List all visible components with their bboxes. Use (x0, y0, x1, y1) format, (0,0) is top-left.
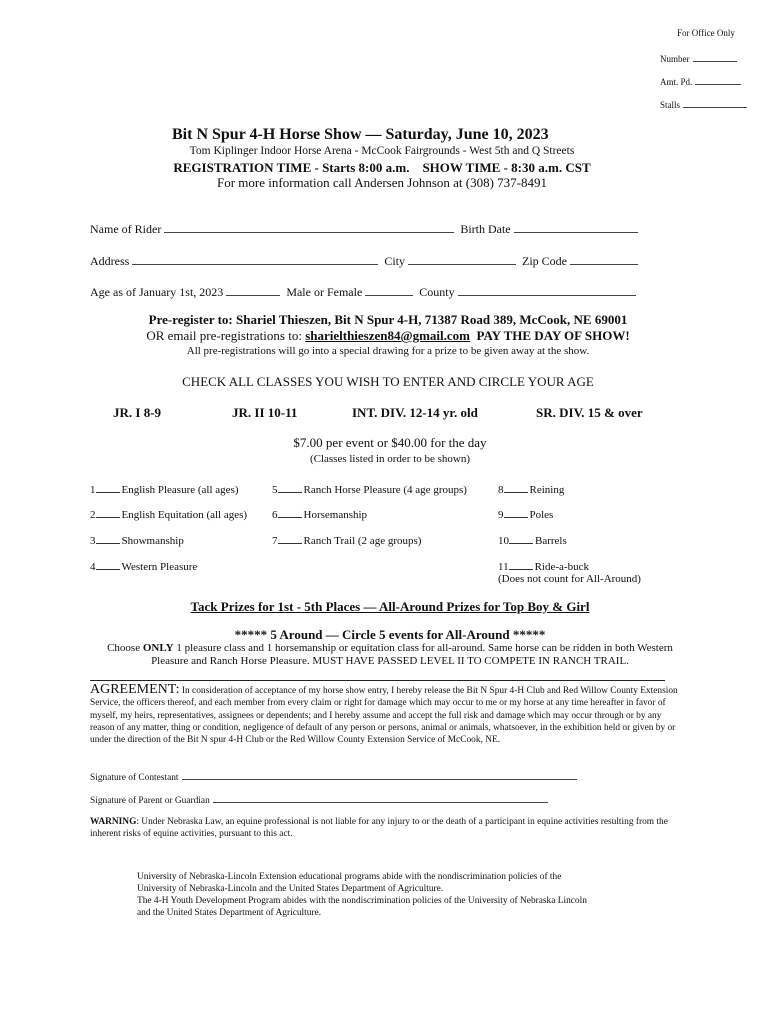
class-item[interactable]: 7 Ranch Trail (2 age groups) (272, 535, 422, 547)
contestant-signature-field[interactable] (90, 771, 580, 783)
divider (90, 680, 665, 681)
footer-line: University of Nebraska-Lincoln and the United States Department of Agriculture. (137, 884, 444, 894)
footer-line: The 4-H Youth Development Program abides with the nondiscrimination policies of the University of Nebraska Lincoln (137, 896, 587, 906)
email-link[interactable]: sharielthieszen84@gmail.com (305, 328, 471, 343)
class-item[interactable]: 11 Ride-a-buck (498, 561, 589, 573)
office-title: For Office Only (677, 28, 735, 38)
agreement (90, 684, 680, 746)
pay-note: PAY THE DAY OF SHOW! (476, 328, 630, 343)
address-input[interactable] (132, 254, 378, 265)
class-item[interactable]: 1 English Pleasure (all ages) (90, 484, 239, 496)
classes-note: (Classes listed in order to be shown) (309, 453, 471, 465)
name-input[interactable] (164, 222, 454, 233)
footer-line: and the United States Department of Agriculture. (137, 908, 322, 918)
age-group-sr[interactable]: SR. DIV. 15 & over (536, 405, 643, 420)
birth-date-input[interactable] (514, 222, 638, 233)
office-stalls-field[interactable] (660, 99, 750, 110)
class-item[interactable]: 3 Showmanship (90, 535, 184, 547)
fee-info: $7.00 per event or $40.00 for the day (293, 435, 487, 450)
office-stalls-label: Stalls (660, 100, 681, 110)
footer-disclaimer (137, 871, 697, 919)
class-item[interactable]: 9 Poles (498, 509, 554, 521)
class-item[interactable]: 6 Horsemanship (272, 509, 368, 521)
address-row (90, 254, 641, 267)
warning-text: : Under Nebraska Law, an equine professional is not liable for any injury to or the death of a participant in equine activities resulting from the inherent risks of equine activities, pursuant to this act. (90, 817, 668, 840)
check-heading: CHECK ALL CLASSES YOU WISH TO ENTER AND CIRCLE YOUR AGE (182, 374, 594, 389)
all-around-rules-1: Choose ONLY 1 pleasure class and 1 horsemanship or equitation class for all-around. Same horse can be ridden in both Western (107, 642, 673, 654)
class-item[interactable]: 4 Western Pleasure (90, 561, 198, 573)
age-label: Age as of January 1st, 2023 (90, 285, 224, 299)
age-row (90, 285, 639, 298)
age-group-int[interactable]: INT. DIV. 12-14 yr. old (352, 405, 478, 420)
prizes-heading: Tack Prizes for 1st - 5th Places — All-Around Prizes for Top Boy & Girl (190, 599, 590, 614)
class-item[interactable]: 10 Barrels (498, 535, 567, 547)
age-group-jr2[interactable]: JR. II 10-11 (232, 405, 298, 420)
rider-row (90, 222, 641, 235)
warning-label: WARNING (90, 817, 137, 827)
class-item[interactable]: 2 English Equitation (all ages) (90, 509, 248, 521)
preregister-email-line (6, 329, 770, 342)
office-amt-field[interactable] (660, 76, 744, 87)
class-item[interactable]: 8 Reining (498, 484, 565, 496)
email-prefix: OR email pre-registrations to: (146, 328, 302, 343)
office-number-label: Number (660, 54, 690, 64)
address-label: Address (90, 254, 130, 268)
county-label: County (419, 285, 455, 299)
office-number-field[interactable] (660, 53, 740, 64)
class-item[interactable]: 5 Ranch Horse Pleasure (4 age groups) (272, 484, 467, 496)
preregister-address: Pre-register to: Shariel Thieszen, Bit N Spur 4-H, 71387 Road 389, McCook, NE 69001 (148, 312, 628, 327)
city-label: City (384, 254, 405, 268)
all-around-heading: ***** 5 Around — Circle 5 events for All-Around ***** (234, 627, 546, 642)
gender-label: Male or Female (286, 285, 363, 299)
all-around-rules-2: Pleasure and Ranch Horse Pleasure. MUST HAVE PASSED LEVEL II TO COMPETE IN RANCH TRAIL. (151, 655, 629, 667)
page-title: Bit N Spur 4-H Horse Show — Saturday, June 10, 2023 (172, 126, 549, 143)
gender-input[interactable] (365, 285, 413, 296)
contestant-signature-label: Signature of Contestant (90, 773, 179, 783)
zip-input[interactable] (570, 254, 638, 265)
birth-date-label: Birth Date (460, 222, 511, 236)
office-amt-label: Amt. Pd. (660, 77, 693, 87)
county-input[interactable] (458, 285, 636, 296)
city-input[interactable] (408, 254, 516, 265)
footer-line: University of Nebraska-Lincoln Extension educational programs abide with the nondiscrimination policies of the (137, 872, 562, 882)
guardian-signature-field[interactable] (90, 794, 551, 806)
age-input[interactable] (226, 285, 280, 296)
agreement-label: AGREEMENT: (90, 682, 180, 697)
warning (90, 816, 690, 841)
guardian-signature-label: Signature of Parent or Guardian (90, 796, 210, 806)
location: Tom Kiplinger Indoor Horse Arena - McCook Fairgrounds - West 5th and Q Streets (189, 145, 575, 157)
zip-label: Zip Code (522, 254, 567, 268)
class-note: (Does not count for All-Around) (498, 573, 641, 585)
age-group-jr1[interactable]: JR. I 8-9 (113, 405, 162, 420)
agreement-text: In consideration of acceptance of my horse show entry, I hereby release the Bit N Spur 4-H Club and Red Willow County Extension Service, the officers thereof, and each member from every claim or right for damage which may occur to me or my horse at any time hereafter in favor of myself, my heirs, representatives, assignees or dependents; and I hereby assume and accept the full risk and damage which may occur through or by any reason of any matter, thing or condition, negligence of default of any person or persons, animal or animals, whatsoever, in the exhibition held or given by or under the direction of the Bit N spur 4-H Club or the Red Willow County Extension Service of McCook, NE. (90, 686, 678, 746)
times: REGISTRATION TIME - Starts 8:00 a.m. SHOW TIME - 8:30 a.m. CST (173, 160, 591, 175)
info-line: For more information call Andersen Johnson at (308) 737-8491 (217, 175, 547, 190)
name-label: Name of Rider (90, 222, 162, 236)
drawing-note: All pre-registrations will go into a special drawing for a prize to be given away at the show. (186, 345, 590, 357)
